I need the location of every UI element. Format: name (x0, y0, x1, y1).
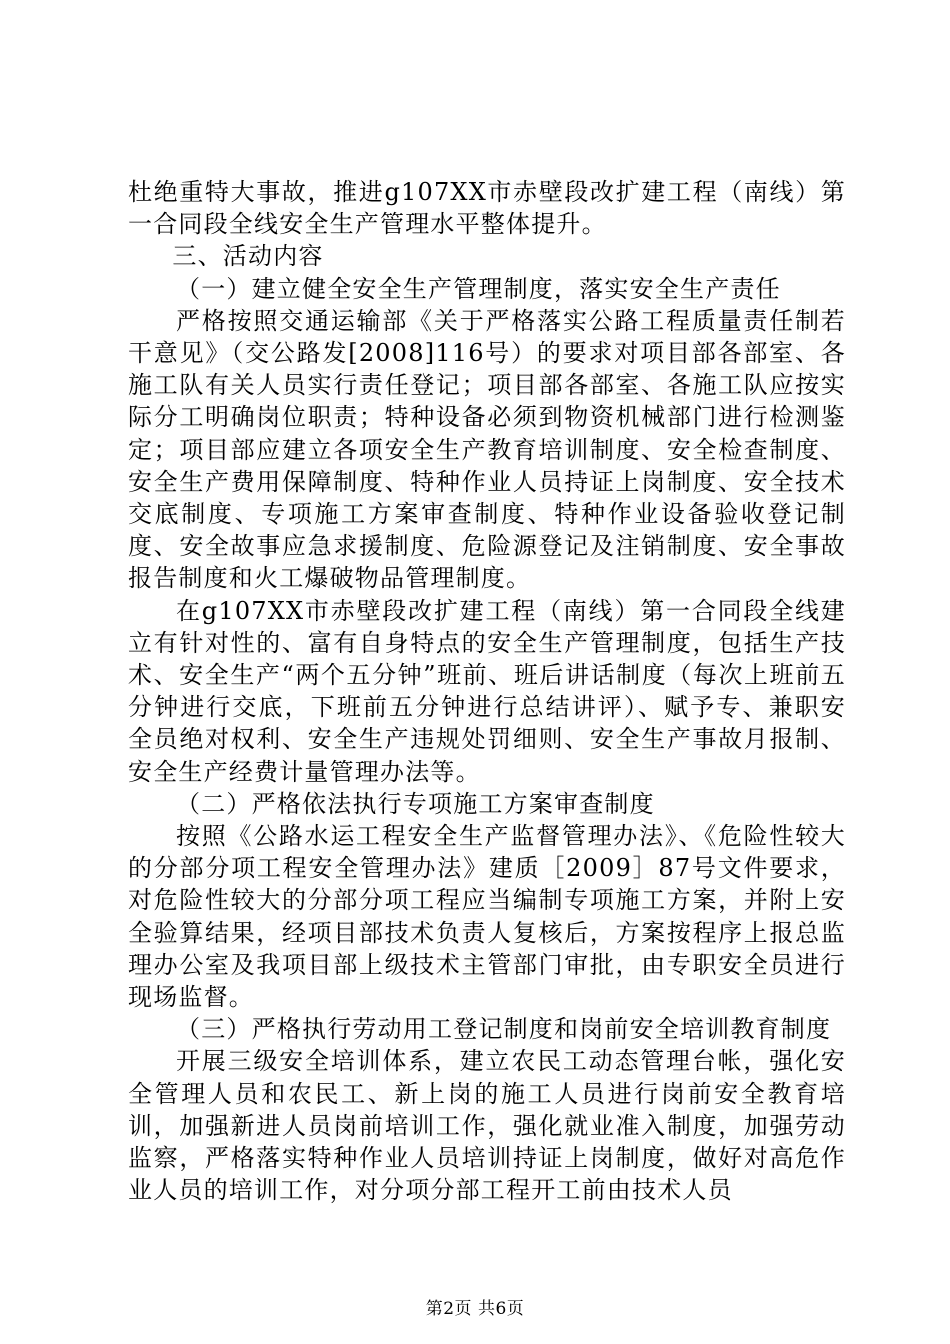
paragraph-continuation: 杜绝重特大事故，推进g107XX市赤壁段改扩建工程（南线）第一合同段全线安全生产管理水平整体提升。 (128, 178, 846, 239)
paragraph-3: 按照《公路水运工程安全生产监督管理办法》、《危险性较大的分部分项工程安全管理办法》建质［2009］87号文件要求，对危险性较大的分部分项工程应当编制专项施工方案，并附上安全验算结果，经项目部技术负责人复核后，方案按程序上报总监理办公室及我项目部上级技术主管部门审批，由专职安全员进行现场监督。 (128, 822, 846, 1012)
subheading-1: （一）建立健全安全生产管理制度，落实安全生产责任 (176, 274, 781, 303)
page-footer: 第2页 共6页 (425, 1299, 525, 1319)
document-body (128, 176, 846, 1207)
paragraph-2: 在g107XX市赤壁段改扩建工程（南线）第一合同段全线建立有针对性的、富有自身特点的安全生产管理制度，包括生产技术、安全生产“两个五分钟”班前、班后讲话制度（每次上班前五分钟进行交底，下班前五分钟进行总结讲评）、赋予专、兼职安全员绝对权利、安全生产违规处罚细则、安全生产事故月报制、安全生产经费计量管理办法等。 (128, 596, 846, 786)
subheading-3: （三）严格执行劳动用工登记制度和岗前安全培训教育制度 (176, 1015, 832, 1044)
paragraph-4: 开展三级安全培训体系，建立农民工动态管理台帐，强化安全管理人员和农民工、新上岗的施工人员进行岗前安全教育培训，加强新进人员岗前培训工作，强化就业准入制度，加强劳动监察，严格落实特种作业人员培训持证上岗制度，做好对高危作业人员的培训工作，对分项分部工程开工前由技术人员 (128, 1047, 846, 1205)
paragraph-1: 严格按照交通运输部《关于严格落实公路工程质量责任制若干意见》（交公路发[2008]116号）的要求对项目部各部室、各施工队有关人员实行责任登记；项目部各部室、各施工队应按实际分工明确岗位职责；特种设备必须到物资机械部门进行检测鉴定；项目部应建立各项安全生产教育培训制度、安全检查制度、安全生产费用保障制度、特种作业人员持证上岗制度、安全技术交底制度、专项施工方案审查制度、特种作业设备验收登记制度、安全故事应急求援制度、危险源登记及注销制度、安全事故报告制度和火工爆破物品管理制度。 (128, 306, 846, 593)
section-heading-activity-content: 三、活动内容 (172, 242, 324, 271)
subheading-2: （二）严格依法执行专项施工方案审查制度 (176, 789, 655, 818)
